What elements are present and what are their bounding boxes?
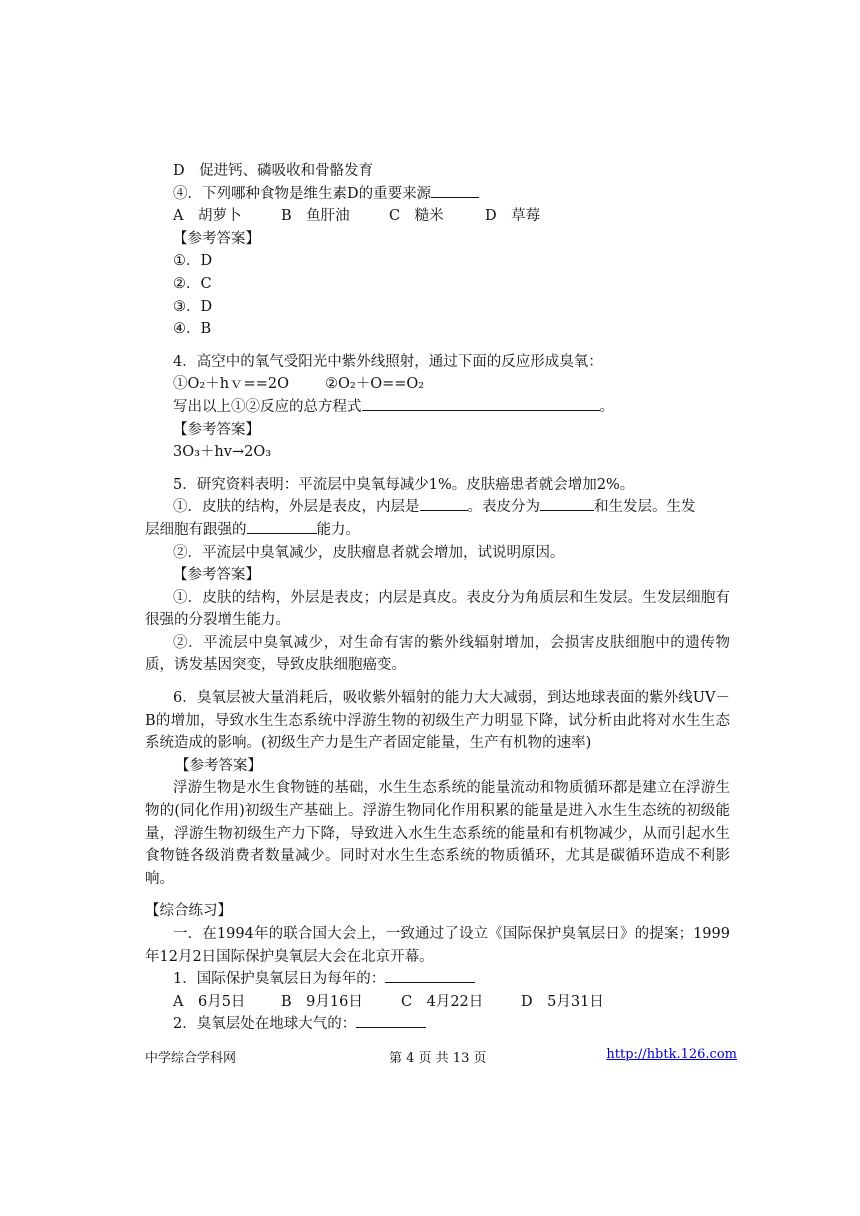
practice-q1: [145, 968, 730, 991]
answer-item: ①．D: [173, 253, 213, 270]
q4-prompt-text: 写出以上①②反应的总方程式: [173, 398, 362, 415]
option-c: C 4月22日: [401, 993, 484, 1010]
answer-blank: [362, 396, 600, 411]
q4-prompt: [145, 396, 730, 419]
q4-stem: 4．高空中的氧气受阳光中紫外线照射，通过下面的反应形成臭氧：: [173, 353, 603, 370]
q5-answer-1: ①．皮肤的结构，外层是表皮；内层是真皮。表皮分为角质层和生发层。生发层细胞有很强的分裂增生能力。: [145, 589, 730, 629]
option-b: B 鱼肝油: [281, 208, 350, 225]
footer-site-name: 中学综合学科网: [145, 1051, 237, 1066]
practice-intro: 一．在1994年的联合国大会上，一致通过了设立《国际保护臭氧层日》的提案；1999年12月2日国际保护臭氧层大会在北京开幕。: [145, 926, 730, 965]
q5-answer-2: ②．平流层中臭氧减少，对生命有害的紫外线辐射增加，会损害皮肤细胞中的遗传物质，诱发基因突变，导致皮肤细胞癌变。: [145, 634, 730, 674]
answer-heading: 【参考答案】: [173, 421, 260, 438]
option-b: B 9月16日: [281, 993, 363, 1010]
q4-prompt-end: 。: [599, 398, 614, 415]
q6-answer: 浮游生物是水生食物链的基础，水生生态系统的能量流动和物质循环都是建立在浮游生物的(同化作用)初级生产基础上。浮游生物同化作用积累的能量是进入水生生态统的初级能量，浮游生物初级生产力下降，导致进入水生生态系统的能量和有机物减少，从而引起水生食物链各级消费者数量减少。同时对水生生态系统的物质循环，尤其是碳循环造成不利影响。: [145, 780, 730, 887]
answer-item: ②．C: [173, 275, 212, 292]
answer-heading: 【参考答案】: [175, 757, 262, 774]
practice-q2: [145, 1013, 730, 1036]
answer-heading: 【参考答案】: [173, 567, 260, 584]
q5-sub1-d: 层细胞有跟强的: [145, 521, 247, 538]
q5-sub1-b: 。表皮分为: [467, 499, 540, 516]
q6-stem: 6．臭氧层被大量消耗后，吸收紫外辐射的能力大大减弱，到达地球表面的紫外线UV－B的增加，导致水生生态系统中浮游生物的初级生产力明显下降，试分析由此将对水生生态系统造成的影响。(初级生产力是生产者固定能量，生产有机物的速率): [145, 690, 730, 752]
practice-heading: 【综合练习】: [145, 903, 232, 920]
practice-q1-options: [145, 991, 730, 1014]
q3-option-d: D 促进钙、磷吸收和骨骼发育: [173, 163, 374, 179]
option-a: A 胡萝卜: [173, 208, 242, 225]
footer-page-number: 第 4 页 共 13 页: [389, 1051, 487, 1066]
page-footer: [145, 1047, 737, 1067]
practice-q2-text: 2．臭氧层处在地球大气的：: [173, 1016, 357, 1033]
answer-blank: [540, 496, 594, 511]
answer-blank: [385, 968, 475, 983]
option-d: D 5月31日: [521, 993, 604, 1010]
option-a: A 6月5日: [173, 993, 246, 1010]
q5-sub1-a: ①．皮肤的结构，外层是表皮，内层是: [173, 499, 420, 516]
reaction-2: ②O₂＋O==O₂: [325, 376, 425, 393]
q4-reactions: [145, 373, 730, 396]
q5-sub2: ②．平流层中臭氧减少，皮肤瘤息者就会增加，试说明原因。: [173, 544, 565, 561]
q5-sub1-cont: [145, 519, 730, 542]
practice-q1-text: 1．国际保护臭氧层日为每年的：: [173, 971, 386, 988]
q3-sub4-text: ④．下列哪种食物是维生素D的重要来源: [173, 185, 432, 202]
q5-stem: 5．研究资料表明：平流层中臭氧每减少1%。皮肤癌患者就会增加2%。: [173, 476, 635, 493]
answer-blank: [247, 519, 317, 534]
answer-blank: [431, 183, 479, 198]
answer-heading: 【参考答案】: [173, 230, 260, 247]
option-d: D 草莓: [485, 208, 541, 225]
option-c: C 糙米: [389, 208, 444, 225]
answer-item: ③．D: [173, 298, 213, 315]
page-content: [145, 160, 730, 1036]
q5-sub1-c: 和生发层。生发: [594, 499, 696, 516]
answer-blank: [420, 496, 468, 511]
q3-sub4: [145, 183, 730, 206]
answer-item: ④．B: [173, 321, 212, 338]
footer-link[interactable]: http://hbtk.126.com: [606, 1047, 737, 1062]
q5-sub1: [145, 496, 730, 519]
reaction-1: ①O₂＋hｖ==2O: [173, 376, 289, 393]
q4-answer: 3O₃＋hv→2O₃: [173, 444, 272, 461]
answer-blank: [356, 1013, 426, 1028]
q3-sub4-options: [145, 205, 730, 228]
q5-sub1-e: 能力。: [316, 521, 360, 538]
